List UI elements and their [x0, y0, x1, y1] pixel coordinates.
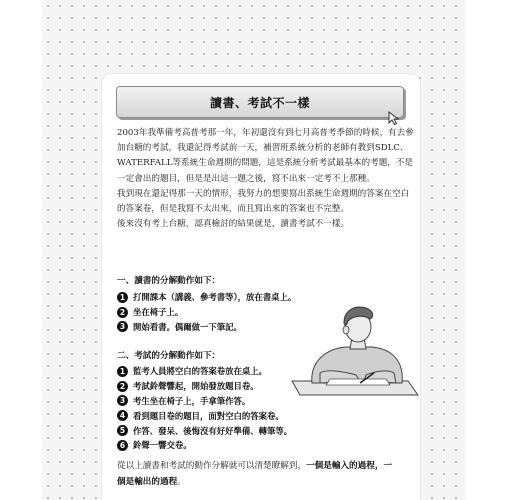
number-badge-icon: 2: [117, 307, 128, 318]
list-item: [117, 423, 327, 438]
intro-paragraph-3: 後來沒有考上台糖，認真檢討的結果就是，讀書考試不一樣。: [117, 219, 350, 230]
list-item-text: 坐在椅子上。: [133, 307, 184, 318]
summary-input-phrase: 一個是輸入的過程，: [306, 461, 384, 471]
intro-text: [117, 126, 417, 232]
intro-paragraph-2: 我到現在還記得那一天的情形，我努力的想要寫出系統生命週期的答案在空白的答案卷，但是我寫不太出來，而且寫出來的答案也不完整。: [117, 188, 410, 215]
list-item-text: 監考人員將空白的答案卷放在桌上。: [133, 366, 267, 377]
section1-heading: 一、讀書的分解動作如下：: [117, 276, 221, 286]
list-item-text: 開始看書。偶爾做一下筆記。: [133, 321, 242, 332]
summary-mid: 一: [383, 461, 393, 471]
student-exam-illustration: [290, 303, 420, 401]
list-item-text: 考生坐在椅子上，手拿筆作答。: [133, 395, 251, 406]
section2-heading: 二、考試的分解動作如下：: [117, 351, 221, 361]
number-badge-icon: 1: [117, 366, 128, 377]
number-badge-icon: 3: [117, 395, 128, 406]
number-badge-icon: 4: [117, 410, 128, 421]
list-item: [117, 438, 327, 453]
list-item: [117, 408, 327, 423]
summary-end: 。: [177, 476, 186, 487]
number-badge-icon: 2: [117, 381, 128, 392]
list-item-text: 鈴聲一響交卷。: [133, 440, 192, 451]
number-badge-icon: 1: [117, 292, 128, 303]
number-badge-icon: 6: [117, 440, 128, 451]
mouse-cursor-icon: [388, 111, 400, 125]
summary-output-phrase: 個是輸出的過程: [117, 476, 178, 487]
summary-lead: 從以上讀書和考試的動作分解就可以清楚瞭解到，: [117, 461, 307, 471]
number-badge-icon: 3: [117, 321, 128, 332]
list-item-text: 作答、發呆、後悔沒有好好準備、轉筆等。: [133, 425, 293, 436]
list-item-text: 考試鈴聲響起，開始發放題目卷。: [133, 381, 259, 392]
intro-paragraph-1: 2003年我準備考高普考那一年，年初還沒有到七月高普考季節的時候，有去參加台糖的考試，我還記得考試前一天，補習班系統分析的老師有教到SDLC、WATERFALL等系統生命週期的問題，這是系統分析考試最基本的考題，不是一定會出的題目，但是是出這一題之後，寫不出來一定考不上那種。: [117, 128, 414, 184]
page-title: 讀書、考試不一樣: [209, 95, 310, 110]
summary-text: [117, 459, 417, 490]
title-banner: [116, 86, 404, 118]
list-item-text: 打開課本（講義、參考書等），放在書桌上。: [133, 292, 297, 303]
number-badge-icon: 5: [117, 425, 128, 436]
list-item-text: 看到題目卷的題目，面對空白的答案卷。: [133, 410, 284, 421]
